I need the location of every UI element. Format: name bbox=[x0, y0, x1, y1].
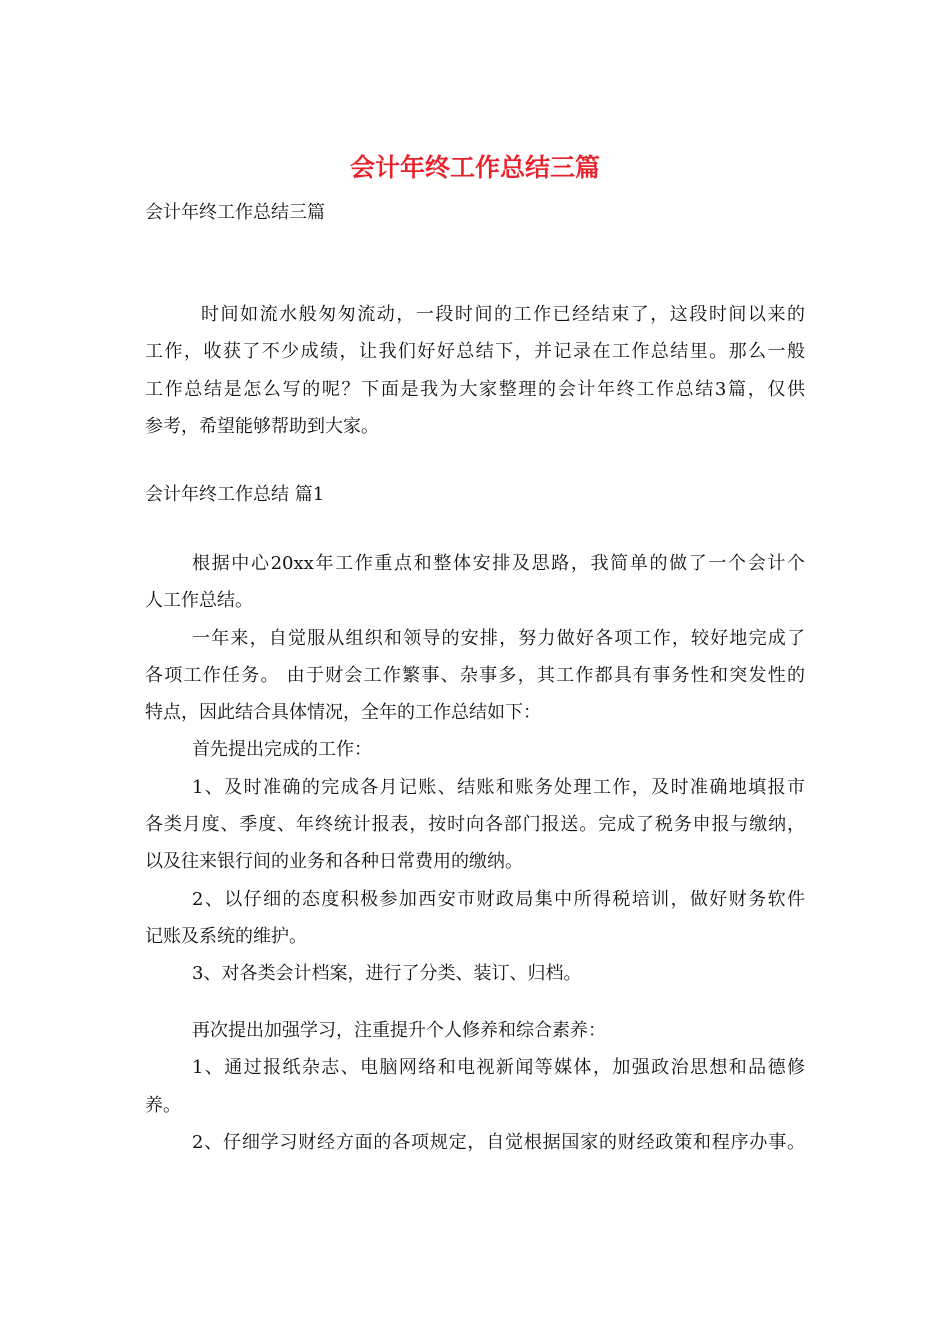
body-line: 一年来，自觉服从组织和领导的安排，努力做好各项工作，较好地完成了 bbox=[192, 627, 805, 649]
body-line: 2、仔细学习财经方面的各项规定，自觉根据国家的财经政策和程序办事。 bbox=[192, 1131, 805, 1153]
body-line: 根据中心20xx年工作重点和整体安排及思路，我简单的做了一个会计个 bbox=[192, 553, 805, 574]
body-line: 记账及系统的维护。 bbox=[145, 925, 307, 947]
body-line: 3、对各类会计档案，进行了分类、装订、归档。 bbox=[192, 963, 582, 985]
body-line: 特点，因此结合具体情况，全年的工作总结如下： bbox=[145, 702, 541, 724]
intro-line: 时间如流水般匆匆流动，一段时间的工作已经结束了，这段时间以来的 bbox=[201, 304, 805, 325]
body-line: 1、通过报纸杂志、电脑网络和电视新闻等媒体，加强政治思想和品德修 bbox=[192, 1057, 805, 1079]
document-title: 会计年终工作总结三篇 bbox=[349, 153, 600, 182]
body-line: 养。 bbox=[145, 1094, 181, 1116]
intro-paragraph bbox=[145, 296, 805, 445]
section-1-body bbox=[145, 545, 805, 993]
body-line: 首先提出完成的工作： bbox=[192, 739, 372, 761]
body-line: 1、及时准确的完成各月记账、结账和账务处理工作，及时准确地填报市 bbox=[192, 776, 805, 798]
body-line: 各类月度、季度、年终统计报表，按时向各部门报送。完成了税务申报与缴纳， bbox=[145, 814, 805, 836]
document-subtitle: 会计年终工作总结三篇 bbox=[145, 202, 325, 223]
body-line: 再次提出加强学习，注重提升个人修养和综合素养： bbox=[192, 1020, 606, 1041]
section-2-body bbox=[145, 1012, 805, 1161]
body-line: 2、以仔细的态度积极参加西安市财政局集中所得税培训，做好财务软件 bbox=[192, 888, 805, 910]
section-heading-1: 会计年终工作总结 篇1 bbox=[145, 484, 325, 505]
body-line: 各项工作任务。 由于财会工作繁事、杂事多，其工作都具有事务性和突发性的 bbox=[145, 664, 805, 686]
intro-line: 工作，收获了不少成绩，让我们好好总结下，并记录在工作总结里。那么一般 bbox=[145, 341, 805, 363]
intro-line: 参考，希望能够帮助到大家。 bbox=[145, 415, 379, 437]
intro-line: 工作总结是怎么写的呢？下面是我为大家整理的会计年终工作总结3篇，仅供 bbox=[145, 378, 805, 400]
body-line: 人工作总结。 bbox=[145, 590, 253, 612]
body-line: 以及往来银行间的业务和各种日常费用的缴纳。 bbox=[145, 851, 523, 873]
